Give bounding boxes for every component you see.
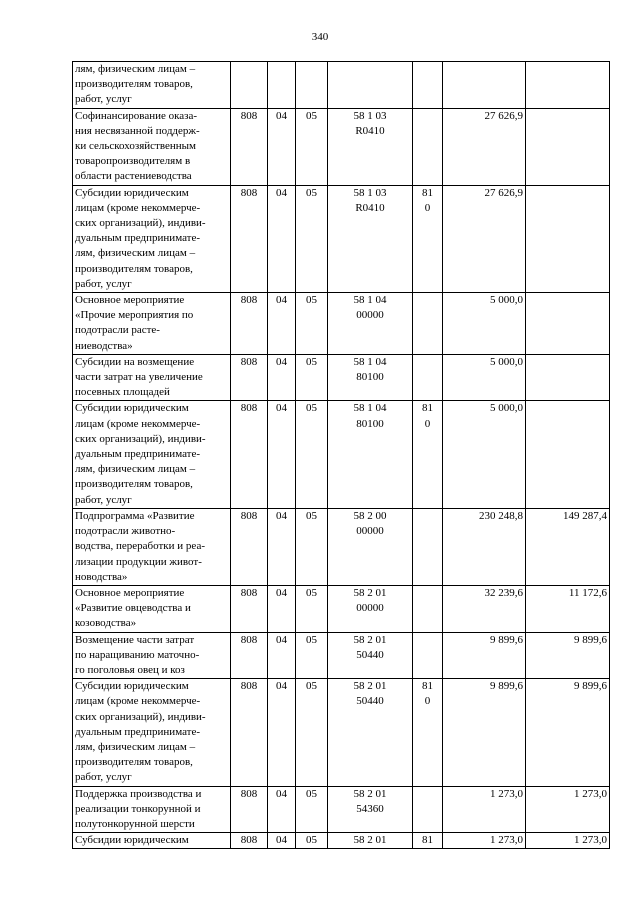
cell-name-line: Субсидии юридическим [75,680,189,693]
cell-target-article-line: 58 2 01 [353,834,387,847]
cell-name [73,508,231,585]
cell-target-article-line: 54360 [356,802,384,815]
table-row [73,632,610,679]
cell-section [268,108,296,185]
cell-target-article-line: 58 1 04 [353,355,387,368]
cell-subsection [296,185,328,292]
cell-amount-2-value: 11 172,6 [568,586,607,599]
cell-name-line: новодства» [75,570,128,583]
cell-expense-type-line: 81 [422,186,433,199]
cell-expense-type-line: 81 [422,834,433,847]
cell-grbs-value: 808 [240,834,258,847]
cell-amount-2 [526,679,610,786]
cell-grbs [231,585,268,632]
cell-name-line: работ, услуг [75,493,132,506]
cell-section-value: 04 [276,402,287,415]
cell-name [73,185,231,292]
cell-grbs-value: 808 [240,402,258,415]
cell-name [73,401,231,508]
cell-subsection [296,508,328,585]
cell-target-article [328,833,413,849]
cell-target-article [328,62,413,109]
cell-target-article-line: 00000 [356,602,384,615]
cell-amount-1-value: 5 000,0 [490,355,523,368]
cell-subsection-value: 05 [306,294,317,307]
cell-expense-type [413,401,443,508]
cell-name-line: производителям товаров, [75,262,193,275]
table-row [73,508,610,585]
cell-grbs [231,786,268,833]
cell-section-value: 04 [276,186,287,199]
cell-amount-1-value: 5 000,0 [490,402,523,415]
cell-target-article-line: 58 2 01 [353,787,387,800]
cell-target-article-line: 00000 [356,525,384,538]
cell-subsection-value: 05 [306,109,317,122]
cell-name [73,293,231,355]
cell-subsection-value: 05 [306,402,317,415]
cell-name-line: лям, физическим лицам – [75,63,196,75]
cell-grbs-value: 808 [240,186,258,199]
cell-grbs [231,679,268,786]
cell-expense-type-line: 0 [424,417,431,430]
cell-target-article-line: 58 2 01 [353,633,387,646]
cell-name-line: дуальным предпринимате- [75,448,201,461]
cell-section-value: 04 [276,294,287,307]
cell-amount-2 [526,632,610,679]
cell-name-line: лям, физическим лицам – [75,247,196,260]
cell-grbs-value: 808 [240,586,258,599]
table-row [73,401,610,508]
cell-target-article-line: 58 1 04 [353,402,387,415]
cell-section-value: 04 [276,680,287,693]
cell-grbs [231,354,268,401]
cell-expense-type [413,585,443,632]
table-row [73,62,610,109]
cell-section-value: 04 [276,633,287,646]
cell-name-line: области растениеводства [75,170,192,183]
cell-name-line: ки сельскохозяйственным [75,140,196,153]
cell-target-article-line: 58 1 03 [353,109,387,122]
cell-subsection [296,786,328,833]
cell-grbs-value: 808 [240,633,258,646]
cell-name [73,679,231,786]
cell-name-line: работ, услуг [75,277,132,290]
cell-name-line: подотрасли животно- [75,525,176,538]
cell-amount-1-value: 5 000,0 [490,294,523,307]
cell-amount-1 [443,293,526,355]
cell-target-article [328,632,413,679]
cell-amount-1 [443,786,526,833]
cell-subsection-value: 05 [306,355,317,368]
cell-name-line: го поголовья овец и коз [75,663,185,676]
cell-expense-type-line: 81 [422,680,433,693]
cell-name-line: по наращиванию маточно- [75,648,200,661]
cell-target-article [328,293,413,355]
cell-target-article [328,354,413,401]
cell-section [268,585,296,632]
cell-expense-type [413,108,443,185]
cell-name [73,786,231,833]
cell-amount-1-value: 230 248,8 [479,509,523,522]
table-row [73,108,610,185]
cell-target-article-line: R0410 [355,124,385,137]
cell-expense-type [413,185,443,292]
cell-name-line: товаропроизводителям в [75,155,191,168]
table-row [73,679,610,786]
cell-target-article-line: 58 2 01 [353,586,387,599]
cell-amount-1-value: 9 899,6 [490,633,523,646]
cell-name-line: ских организаций), индиви- [75,217,206,230]
table-row [73,185,610,292]
cell-target-article-line: 58 1 04 [353,294,387,307]
cell-target-article [328,508,413,585]
cell-section-value: 04 [276,586,287,599]
cell-amount-2 [526,833,610,849]
cell-amount-1-value: 32 239,6 [484,586,523,599]
cell-grbs [231,401,268,508]
cell-target-article [328,679,413,786]
cell-expense-type [413,632,443,679]
cell-section-value: 04 [276,355,287,368]
cell-name-line: части затрат на увеличение [75,371,203,384]
cell-target-article-line: R0410 [355,201,385,214]
cell-subsection [296,679,328,786]
cell-grbs [231,833,268,849]
cell-expense-type [413,354,443,401]
cell-target-article-line: 58 1 03 [353,186,387,199]
cell-section [268,632,296,679]
cell-amount-1-value: 27 626,9 [484,109,523,122]
cell-section-value: 04 [276,509,287,522]
cell-target-article [328,108,413,185]
cell-section-value: 04 [276,109,287,122]
cell-amount-2 [526,508,610,585]
cell-grbs-value: 808 [240,355,258,368]
cell-name [73,354,231,401]
cell-subsection [296,632,328,679]
cell-target-article [328,786,413,833]
cell-grbs [231,508,268,585]
cell-amount-2 [526,62,610,109]
cell-target-article-line: 58 2 00 [353,509,387,522]
cell-grbs [231,185,268,292]
cell-name-line: Субсидии на возмещение [75,355,195,368]
cell-grbs-value: 808 [240,787,258,800]
cell-name-line: лям, физическим лицам – [75,463,196,476]
cell-name [73,108,231,185]
cell-amount-2-value: 1 273,0 [574,834,607,847]
table-body [73,62,610,849]
cell-name [73,585,231,632]
cell-name-line: производителям товаров, [75,78,193,91]
cell-amount-1 [443,108,526,185]
cell-amount-1-value: 1 273,0 [490,834,523,847]
cell-name-line: Софинансирование оказа- [75,109,198,122]
cell-amount-2 [526,401,610,508]
cell-grbs [231,293,268,355]
cell-amount-1 [443,679,526,786]
cell-subsection [296,585,328,632]
cell-expense-type-line: 81 [422,402,433,415]
table-row [73,786,610,833]
cell-grbs [231,632,268,679]
cell-target-article-line: 50440 [356,648,384,661]
cell-subsection [296,62,328,109]
cell-grbs-value: 808 [240,109,258,122]
cell-amount-2 [526,585,610,632]
cell-grbs-value: 808 [240,680,258,693]
cell-name-line: ских организаций), индиви- [75,432,206,445]
cell-amount-1 [443,185,526,292]
cell-section [268,508,296,585]
budget-table [72,61,610,849]
cell-amount-1-value: 9 899,6 [490,680,523,693]
cell-subsection [296,108,328,185]
cell-amount-2-value: 9 899,6 [574,633,607,646]
cell-name-line: Основное мероприятие [75,586,185,599]
cell-amount-1 [443,585,526,632]
cell-name-line: лицам (кроме некоммерче- [75,417,201,430]
cell-expense-type [413,833,443,849]
cell-name-line: Основное мероприятие [75,294,185,307]
cell-section [268,401,296,508]
cell-name-line: ниеводства» [75,339,133,352]
cell-name-line: лицам (кроме некоммерче- [75,201,201,214]
cell-expense-type [413,62,443,109]
cell-subsection-value: 05 [306,586,317,599]
cell-amount-1 [443,632,526,679]
table-row [73,354,610,401]
cell-grbs [231,108,268,185]
cell-name-line: лицам (кроме некоммерче- [75,695,201,708]
cell-section [268,185,296,292]
cell-name-line: «Прочие мероприятия по [75,309,194,322]
cell-section [268,62,296,109]
cell-name-line: реализации тонкорунной и [75,802,201,815]
cell-target-article-line: 58 2 01 [353,680,387,693]
cell-expense-type [413,293,443,355]
cell-name-line: «Развитие овцеводства и [75,602,191,615]
cell-expense-type [413,786,443,833]
cell-subsection-value: 05 [306,509,317,522]
cell-name-line: ния несвязанной поддерж- [75,124,200,137]
cell-amount-1 [443,354,526,401]
cell-grbs-value: 808 [240,294,258,307]
cell-target-article-line: 50440 [356,695,384,708]
cell-subsection [296,293,328,355]
cell-subsection [296,354,328,401]
cell-name-line: ских организаций), индиви- [75,710,206,723]
cell-subsection-value: 05 [306,787,317,800]
cell-name-line: Возмещение части затрат [75,633,195,646]
cell-name-line: козоводства» [75,617,137,630]
cell-section-value: 04 [276,834,287,847]
cell-section [268,293,296,355]
cell-amount-1 [443,62,526,109]
cell-target-article-line: 00000 [356,309,384,322]
cell-name-line: Субсидии юридическим [75,186,189,199]
cell-name-line: водства, переработки и реа- [75,540,205,553]
table-row [73,293,610,355]
cell-grbs [231,62,268,109]
cell-name-line: Субсидии юридическим [75,834,189,847]
cell-name-line: работ, услуг [75,93,132,106]
cell-section-value: 04 [276,787,287,800]
cell-amount-2-value: 149 287,4 [563,509,607,522]
cell-name [73,62,231,109]
table-row [73,833,610,849]
cell-amount-1-value: 27 626,9 [484,186,523,199]
cell-name-line: Подпрограмма «Развитие [75,509,195,522]
cell-section [268,354,296,401]
cell-name [73,632,231,679]
cell-subsection-value: 05 [306,834,317,847]
cell-grbs-value: 808 [240,509,258,522]
cell-name-line: подотрасли расте- [75,324,160,337]
cell-amount-2 [526,786,610,833]
cell-amount-2 [526,293,610,355]
cell-target-article [328,585,413,632]
cell-name-line: производителям товаров, [75,756,193,769]
cell-amount-1 [443,508,526,585]
cell-name-line: посевных площадей [75,386,170,399]
cell-name-line: Субсидии юридическим [75,402,189,415]
cell-name-line: полутонкорунной шерсти [75,817,195,830]
cell-name-line: дуальным предпринимате- [75,725,201,738]
cell-target-article-line: 80100 [356,371,384,384]
cell-name-line: лям, физическим лицам – [75,740,196,753]
cell-amount-2 [526,354,610,401]
cell-amount-2-value: 9 899,6 [574,680,607,693]
cell-amount-1-value: 1 273,0 [490,787,523,800]
cell-expense-type-line: 0 [424,695,431,708]
cell-name-line: дуальным предпринимате- [75,232,201,245]
cell-name-line: Поддержка производства и [75,787,202,800]
cell-name [73,833,231,849]
cell-amount-2 [526,185,610,292]
cell-amount-2 [526,108,610,185]
cell-section [268,833,296,849]
table-row [73,585,610,632]
cell-target-article-line: 80100 [356,417,384,430]
cell-name-line: производителям товаров, [75,478,193,491]
cell-target-article [328,401,413,508]
cell-expense-type [413,679,443,786]
cell-expense-type [413,508,443,585]
cell-name-line: работ, услуг [75,771,132,784]
cell-amount-1 [443,833,526,849]
cell-expense-type-line: 0 [424,201,431,214]
cell-amount-2-value: 1 273,0 [574,787,607,800]
cell-target-article [328,185,413,292]
cell-subsection [296,401,328,508]
cell-subsection-value: 05 [306,680,317,693]
page-number: 340 [311,31,329,43]
cell-subsection [296,833,328,849]
cell-section [268,679,296,786]
cell-section [268,786,296,833]
cell-subsection-value: 05 [306,186,317,199]
cell-name-line: лизации продукции живот- [75,555,202,568]
cell-amount-1 [443,401,526,508]
cell-subsection-value: 05 [306,633,317,646]
